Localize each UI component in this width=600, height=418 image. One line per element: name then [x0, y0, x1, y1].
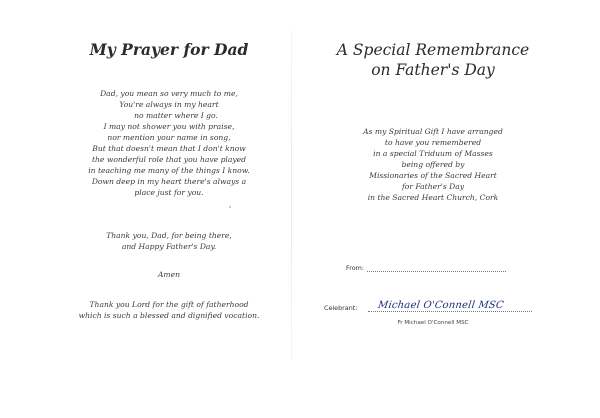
paragraph-line: to have you remembered	[384, 138, 482, 147]
paragraph-line: in the Sacred Heart Church, Cork	[367, 193, 499, 202]
poem-line: But that doesn't mean that I don't know	[92, 144, 246, 153]
thanks-lines	[40, 299, 298, 321]
paragraph-line: in a special Triduum of Masses	[373, 149, 493, 158]
paragraph-line: Missionaries of the Sacred Heart	[369, 171, 497, 180]
poem-line: the wonderful role that you have played	[91, 155, 247, 164]
poem-line: no matter where I go.	[134, 111, 218, 120]
poem-line: in teaching me many of the things I know.	[88, 166, 250, 175]
celebrant-printed-name: Fr Michael O'Connell MSC	[397, 320, 469, 326]
paragraph-line: being offered by	[401, 160, 465, 169]
from-label: From:	[346, 264, 364, 272]
remembrance-title-line: A Special Remembrance	[336, 41, 530, 59]
poem-line: Dad, you mean so very much to me,	[100, 89, 238, 98]
closing-line: and Happy Father's Day.	[121, 242, 217, 251]
poem-line: You're always in my heart	[119, 100, 219, 109]
poem-line: Down deep in my heart there's always a	[91, 177, 247, 186]
paper-speck	[229, 206, 231, 208]
thanks-line: Thank you Lord for the gift of fatherhood	[89, 300, 249, 309]
prayer-poem	[40, 88, 298, 198]
from-dotted-line[interactable]	[367, 265, 506, 272]
paragraph-line: for Father's Day	[401, 182, 465, 191]
remembrance-title-line: on Father's Day	[371, 61, 495, 79]
celebrant-label: Celebrant:	[324, 304, 358, 312]
celebrant-field	[324, 290, 544, 314]
celebrant-signature: Michael O'Connell MSC	[377, 300, 505, 311]
prayer-card-left	[40, 28, 298, 358]
remembrance-title	[304, 40, 562, 80]
poem-line: I may not shower you with praise,	[103, 122, 235, 131]
remembrance-paragraph	[304, 126, 562, 203]
closing-line: Thank you, Dad, for being there,	[106, 231, 232, 240]
closing-lines	[40, 230, 298, 252]
celebrant-dotted-line	[368, 311, 532, 312]
poem-line: place just for you.	[134, 188, 204, 197]
from-field[interactable]	[346, 264, 506, 272]
poem-line: nor mention your name in song,	[107, 133, 231, 142]
amen-text: Amen	[157, 270, 181, 279]
prayer-title: My Prayer for Dad	[89, 40, 249, 59]
card-fold-line	[291, 30, 292, 360]
thanks-line: which is such a blessed and dignified vocation.	[78, 311, 260, 320]
paragraph-line: As my Spiritual Gift I have arranged	[363, 127, 503, 136]
remembrance-card-right	[304, 28, 562, 358]
